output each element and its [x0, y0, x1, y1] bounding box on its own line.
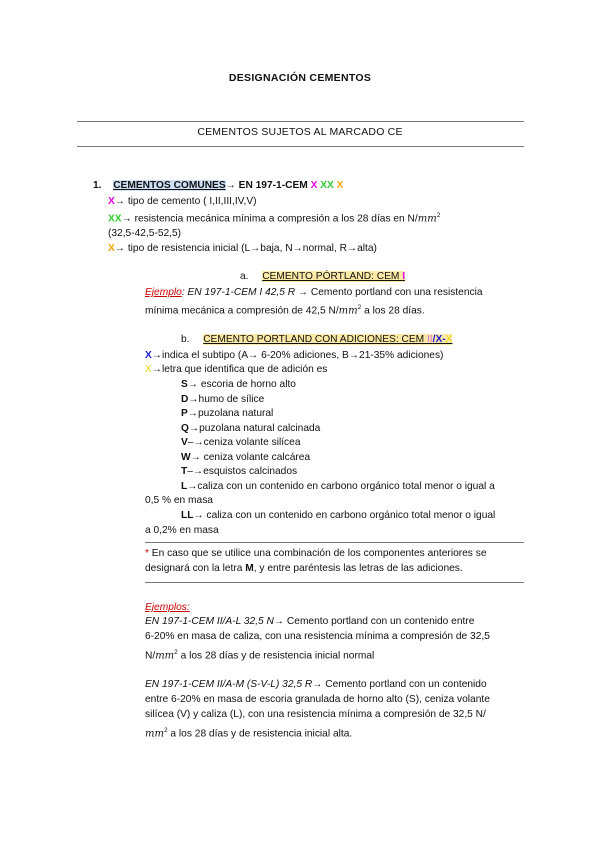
ejemplo2-line4: [145, 727, 352, 739]
sub-a-roman: [402, 271, 405, 282]
section-heading-label: CEMENTOS COMUNES: [113, 180, 226, 191]
sub-b-slash: /X-: [432, 334, 446, 345]
item-key: Q: [181, 423, 189, 434]
line-subtipo: [145, 350, 443, 361]
x2-label: X: [108, 243, 115, 254]
subsection-a-heading: [240, 271, 405, 282]
divider-top: [77, 121, 524, 122]
ejemplo-label: Ejemplo: [145, 287, 182, 298]
subtipo-text: →indica el subtipo (A→ 6-20% adiciones, B→21-35% adiciones): [151, 350, 444, 361]
section-number: 1.: [93, 180, 102, 191]
item-text: → escoria de horno alto: [187, 379, 296, 390]
adicion-label: X: [145, 364, 152, 375]
list-item: [181, 437, 301, 448]
x-label: X: [108, 196, 115, 207]
ejemplo2-mm: mm: [145, 728, 164, 740]
x2-text: → tipo de resistencia inicial (L→baja, N→normal, R→alta): [114, 243, 377, 254]
item-key: T: [181, 466, 188, 477]
ejemplo1-sup: 2: [174, 649, 178, 656]
sub-a-title: [262, 271, 405, 282]
item-key: D: [181, 394, 189, 405]
ejemplo1-text-c: a los 28 días y de resistencia inicial normal: [177, 650, 375, 662]
line-resistencia: [108, 212, 440, 224]
list-item: [181, 423, 320, 434]
line-valores: (32,5-42,5-52,5): [108, 228, 182, 239]
ejemplos-label: Ejemplos:: [145, 602, 190, 613]
sub-b-xend: X: [445, 334, 453, 345]
ejemplo2-code: EN 197-1-CEM II/A-M (S-V-L) 32,5 R: [145, 679, 313, 690]
ejemplo2-text-a: → Cemento portland con un contenido: [312, 679, 487, 690]
code-x-type: X: [310, 180, 318, 191]
sub-b-title: [203, 334, 452, 345]
list-item: [181, 452, 310, 463]
ejemplo2-text-d: a los 28 días y de resistencia inicial alta.: [167, 728, 353, 740]
ejemplo-a-line1: [145, 287, 483, 298]
item-text: →puzolana natural: [187, 408, 274, 419]
item-key: S: [181, 379, 188, 390]
adicion-text: →letra que identifica que de adición es: [151, 364, 328, 375]
mm-unit: mm: [417, 213, 437, 225]
note-star: *: [145, 548, 149, 559]
note-line1: [145, 548, 487, 559]
note-line2: [145, 563, 463, 574]
line-tipo-cemento: [108, 196, 257, 207]
sub-a-roman-text: I: [402, 271, 406, 282]
list-item: [181, 481, 495, 492]
sub-a-letter: a.: [240, 271, 249, 282]
ejemplo1-text-a: → Cemento portland con un contenido entre: [273, 616, 475, 627]
ejemplo1-line3: [145, 649, 374, 661]
ejemplo1-line1: [145, 616, 474, 627]
item-key: LL: [181, 510, 194, 521]
note-divider-bottom: [145, 582, 524, 583]
item-text: →puzolana natural calcinada: [188, 423, 321, 434]
section-code: → EN 197-1-CEM: [225, 180, 311, 191]
item-key: V: [181, 437, 188, 448]
subsection-b-heading: [181, 334, 452, 345]
item-text: –→esquistos calcinados: [187, 466, 298, 477]
item-text: → ceniza volante calcárea: [190, 452, 311, 463]
list-item: [181, 394, 264, 405]
item-text: –→ceniza volante silícea: [187, 437, 301, 448]
note-text1: En caso que se utilice una combinación de los componentes anteriores se: [148, 548, 487, 559]
ejemplo-text: → Cemento portland con una resistencia: [295, 287, 483, 298]
item-text: →humo de sílice: [188, 394, 265, 405]
xx-label: XX: [108, 213, 122, 225]
list-item: [181, 510, 495, 521]
ejemplo2-line1: [145, 679, 487, 690]
note-letter-m: M: [245, 563, 254, 574]
ejemplo-mm: mm: [338, 305, 358, 317]
item-key: L: [181, 481, 188, 492]
section-1-heading: [93, 180, 343, 191]
ejemplo-line2a: mínima mecánica a compresión de 42,5 N/: [145, 305, 339, 317]
note-divider-top: [145, 542, 524, 543]
x-text: → tipo de cemento ( I,II,III,IV,V): [114, 196, 257, 207]
ejemplo2-line3: silícea (V) y caliza (L), con una resistencia mínima a compresión de 32,5 N/: [145, 709, 486, 720]
ejemplo1-n: N/: [145, 650, 156, 662]
item-key: P: [181, 408, 188, 419]
ejemplo-sup: 2: [357, 304, 362, 311]
note-text2c: , y entre paréntesis las letras de las adiciones.: [253, 563, 463, 574]
ejemplo-a-line2: [145, 304, 425, 316]
ejemplo2-line2: entre 6-20% en masa de escoria granulada de horno alto (S), ceniza volante: [145, 694, 490, 705]
list-item-cont: a 0,2% en masa: [145, 525, 219, 536]
list-item: [181, 408, 273, 419]
sub-b-letter: b.: [181, 334, 190, 345]
item-text: → caliza con un contenido en carbono orgánico total menor o igual: [193, 510, 496, 521]
ejemplo1-line2: 6-20% en masa de caliza, con una resistencia mínima a compresión de 32,5: [145, 631, 490, 642]
note-text2a: designará con la letra: [145, 563, 246, 574]
divider-bottom: [77, 146, 524, 147]
sub-a-title-text: CEMENTO PÓRTLAND: CEM: [262, 271, 403, 282]
item-key: W: [181, 452, 191, 463]
ejemplo1-mm: mm: [155, 650, 175, 662]
page-subtitle: CEMENTOS SUJETOS AL MARCADO CE: [197, 126, 403, 138]
line-letra-adicion: [145, 364, 327, 375]
code-xx-strength: XX: [317, 180, 334, 191]
subtipo-label: X: [145, 350, 152, 361]
ejemplo1-code: EN 197-1-CEM II/A-L 32,5 N: [145, 616, 274, 627]
sup-2: 2: [436, 212, 441, 219]
sub-b-title-text: CEMENTO PORTLAND CON ADICIONES: CEM: [203, 334, 427, 345]
list-item: [181, 379, 296, 390]
sub-b-roman: II: [426, 334, 433, 345]
ejemplo-code: : EN 197-1-CEM I 42,5 R: [181, 287, 296, 298]
item-text: →caliza con un contenido en carbono orgánico total menor o igual a: [187, 481, 495, 492]
line-resistencia-inicial: [108, 243, 377, 254]
list-item-cont: 0,5 % en masa: [145, 495, 213, 506]
ejemplo-line2b: a los 28 días.: [361, 305, 425, 317]
ejemplo2-sup: 2: [163, 727, 168, 734]
xx-text: → resistencia mecánica mínima a compresión a los 28 días en N/: [121, 213, 418, 225]
code-x-initial: X: [333, 180, 344, 191]
list-item: [181, 466, 297, 477]
page-title: DESIGNACIÓN CEMENTOS: [228, 72, 372, 84]
